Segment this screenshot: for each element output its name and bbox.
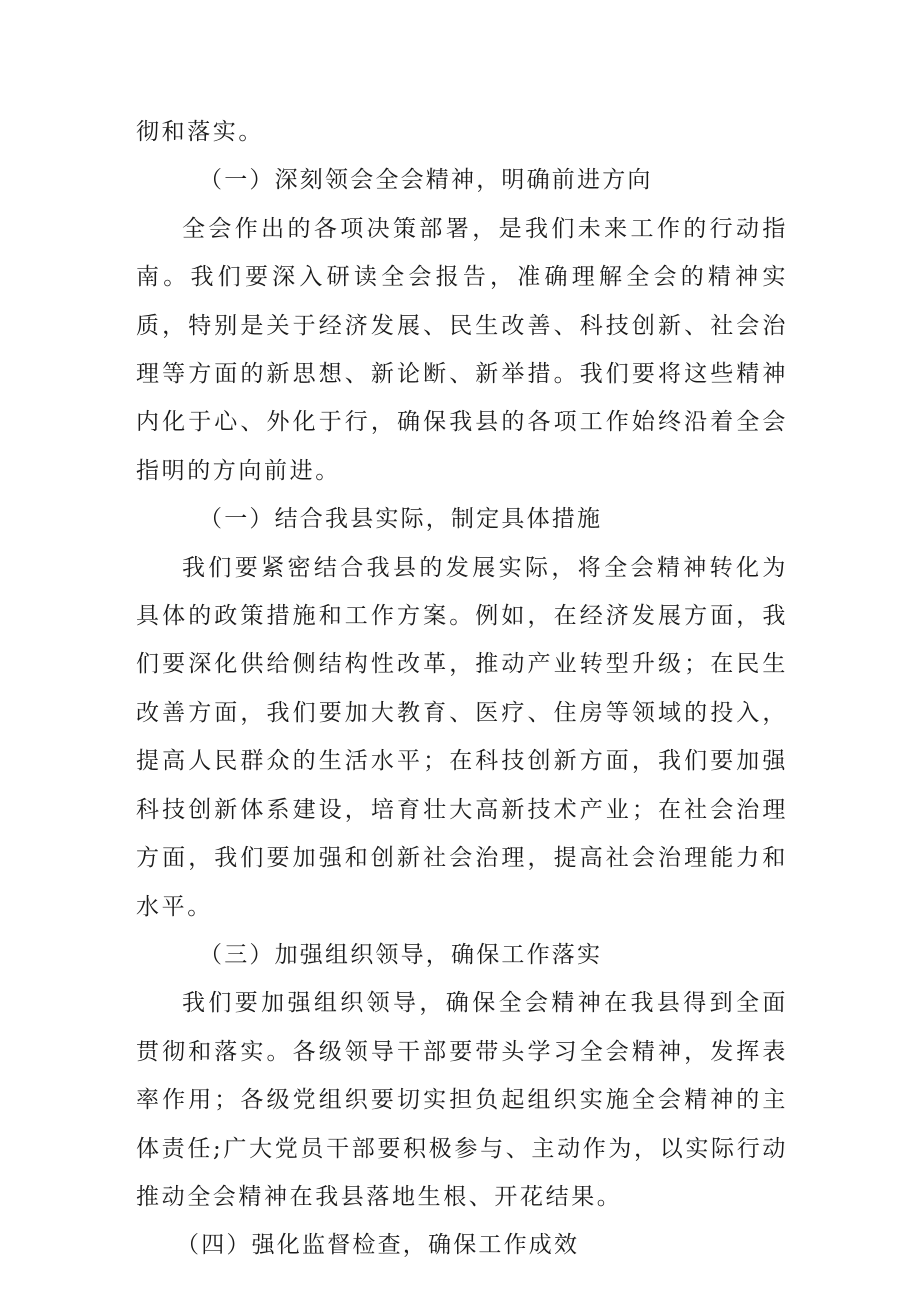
section-heading-1: （一）深刻领会全会精神，明确前进方向 <box>199 167 653 194</box>
continued-paragraph: 彻和落实。 <box>136 119 264 145</box>
paragraph-1: 全会作出的各项决策部署，是我们未来工作的行动指南。我们要深入研读全会报告，准确理解全会的精神实质，特别是关于经济发展、民生改善、科技创新、社会治理等方面的新思想、新论断、新举措。我们要将这些精神内化于心、外化于行，确保我县的各项工作始终沿着全会指明的方向前进。 <box>136 215 788 484</box>
section-heading-2: （一）结合我县实际，制定具体措施 <box>199 506 603 533</box>
section-heading-3: （三）加强组织领导，确保工作落实 <box>199 941 603 968</box>
paragraph-2: 我们要紧密结合我县的发展实际，将全会精神转化为具体的政策措施和工作方案。例如，在经济发展方面，我们要深化供给侧结构性改革，推动产业转型升级；在民生改善方面，我们要加大教育、医疗、住房等领域的投入，提高人民群众的生活水平；在科技创新方面，我们要加强科技创新体系建设，培育壮大高新技术产业；在社会治理方面，我们要加强和创新社会治理，提高社会治理能力和水平。 <box>136 554 788 920</box>
section-heading-4: （四）强化监督检查，确保工作成效 <box>176 1232 580 1259</box>
paragraph-3: 我们要加强组织领导，确保全会精神在我县得到全面贯彻和落实。各级领导干部要带头学习全会精神，发挥表率作用；各级党组织要切实担负起组织实施全会精神的主体责任;广大党员干部要积极参与、主动作为，以实际行动推动全会精神在我县落地生根、开花结果。 <box>136 990 788 1210</box>
